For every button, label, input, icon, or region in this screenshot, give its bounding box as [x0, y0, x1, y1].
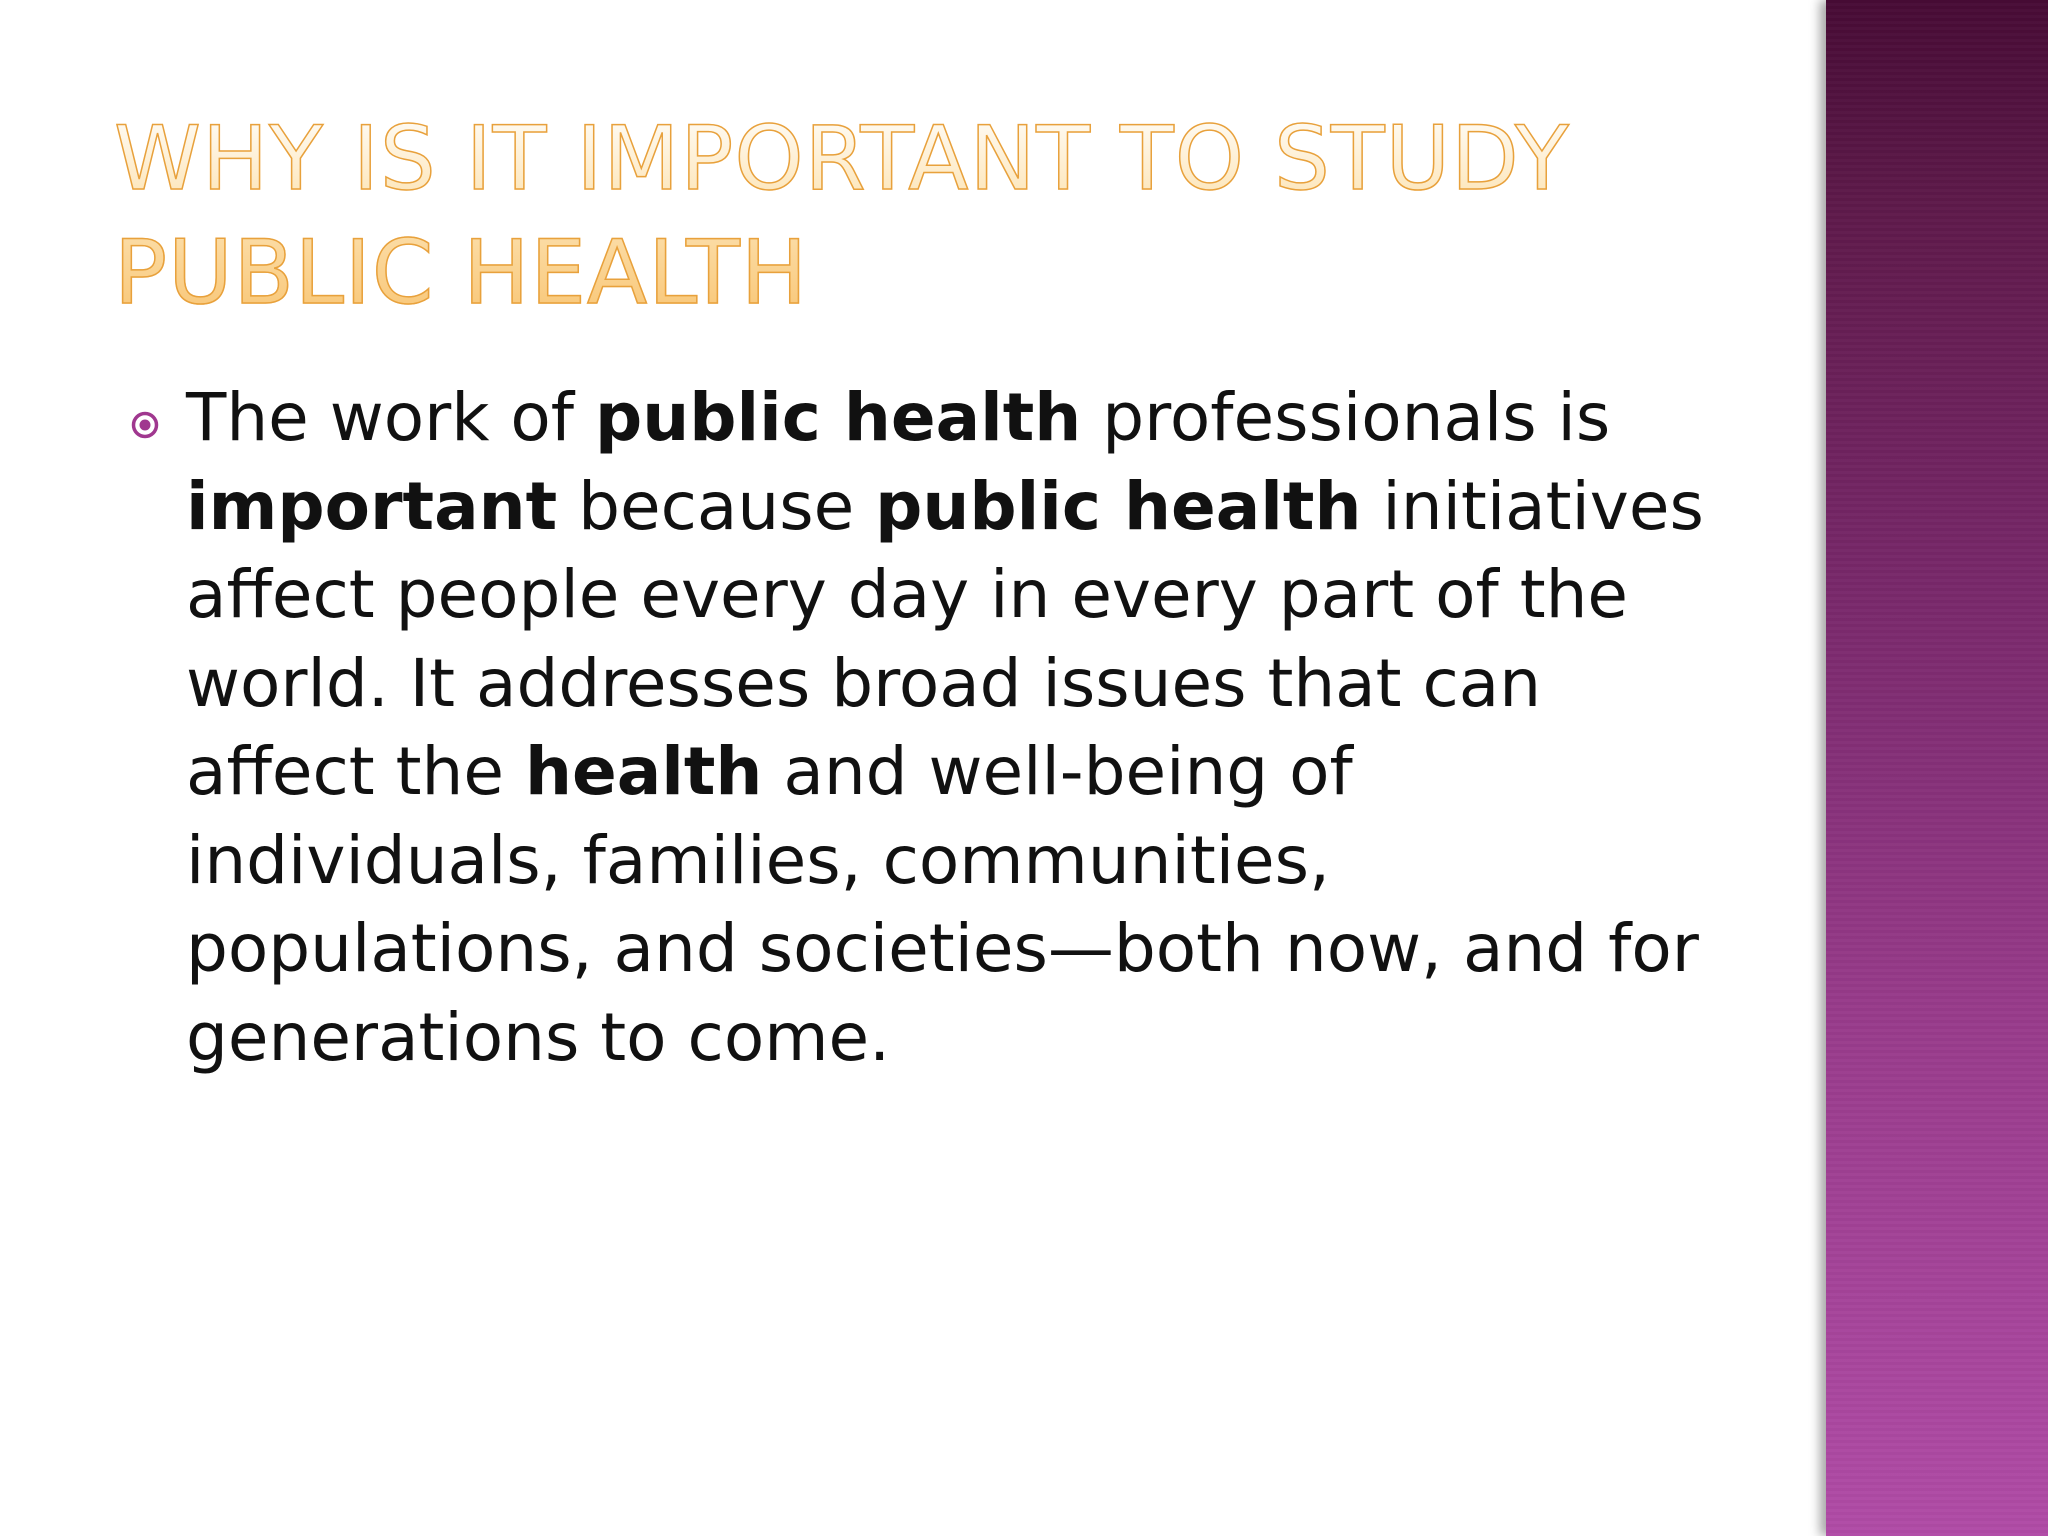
slide-title: WHY IS IT IMPORTANT TO STUDY PUBLIC HEALTH — [114, 102, 1754, 330]
bullet-item — [130, 374, 1710, 1082]
text-segment-bold: health — [524, 733, 763, 810]
slide-body — [130, 374, 1710, 1082]
text-segment: and well-being of individuals, families, communities, populations, and societies—both now, and for generations to come. — [186, 733, 1699, 1076]
text-segment-bold: public health — [875, 467, 1362, 545]
text-segment: The work of — [186, 379, 596, 456]
text-segment-bold: public health — [595, 379, 1082, 456]
text-segment: initiatives affect people every day in every part of the world. It addresses broad issues that can affect the — [186, 467, 1704, 810]
text-segment-bold: important — [186, 467, 558, 545]
bullet-text — [186, 374, 1710, 1082]
text-segment: because — [557, 467, 876, 545]
text-segment: professionals is — [1081, 379, 1611, 456]
circle-bullet-icon — [130, 410, 160, 440]
decorative-side-panel — [1826, 0, 2048, 1536]
